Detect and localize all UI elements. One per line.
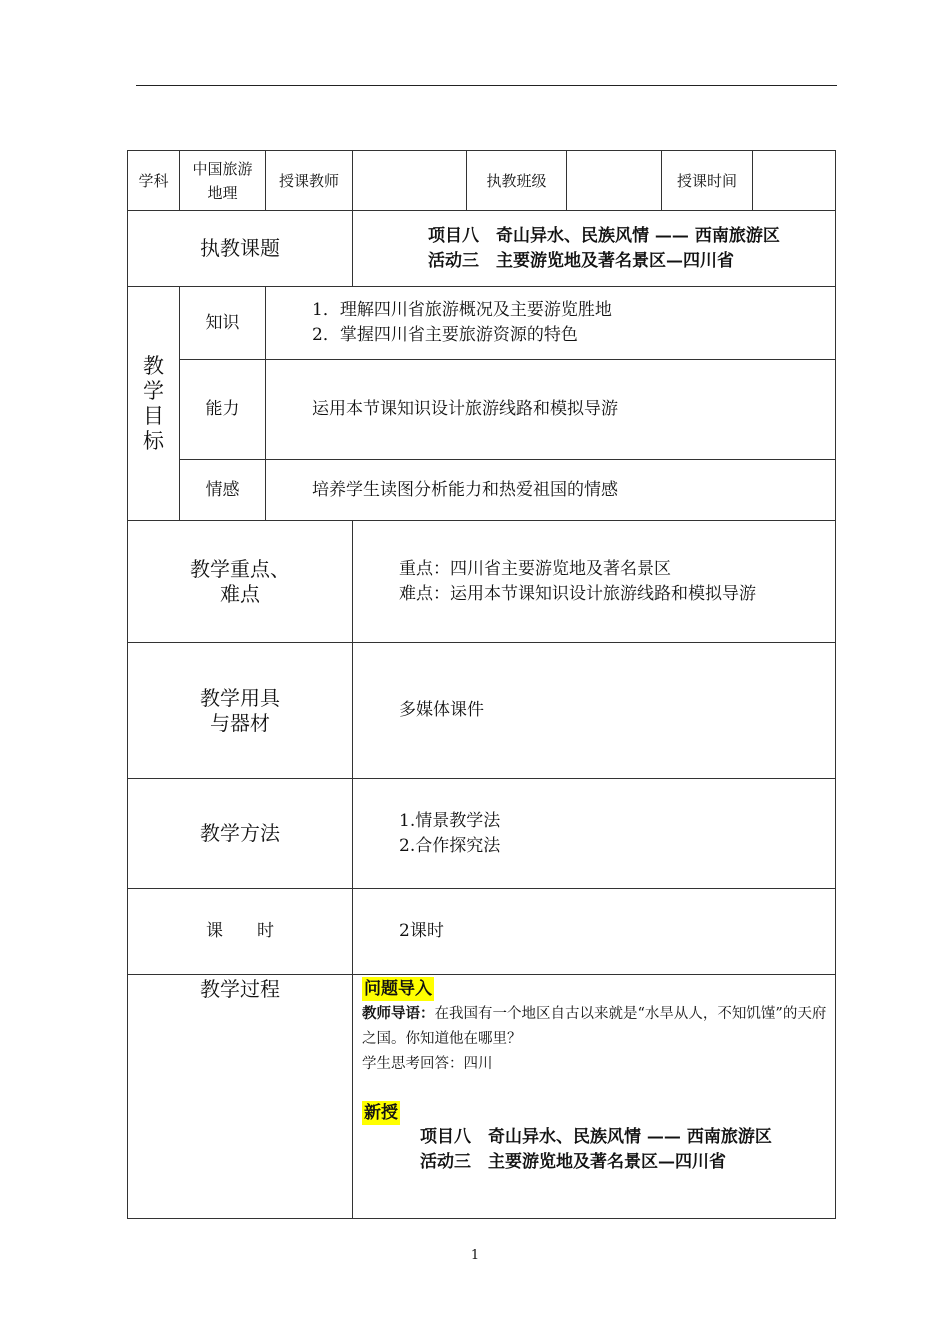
new-heading: 新授 [364, 1103, 398, 1123]
ability-label: 能力 [180, 360, 266, 460]
knowledge-label: 知识 [180, 287, 266, 360]
focus-row [128, 521, 836, 643]
key-point: 重点：四川省主要游览地及著名景区 [399, 558, 671, 579]
teacher-intro [362, 1001, 827, 1052]
time-label: 授课时间 [662, 151, 753, 211]
methods-label: 教学方法 [128, 779, 353, 889]
process-content [353, 975, 836, 1219]
focus-label [128, 521, 353, 643]
hours-content: 2课时 [353, 889, 836, 975]
objectives-label-char: 教 [143, 353, 164, 378]
emotion-content: 培养学生读图分析能力和热爱祖国的情感 [266, 460, 836, 521]
hours-label-part2: 时 [257, 921, 274, 941]
class-label: 执教班级 [467, 151, 567, 211]
process-row [128, 975, 836, 1219]
ability-content: 运用本节课知识设计旅游线路和模拟导游 [266, 360, 836, 460]
hours-label [128, 889, 353, 975]
process-label: 教学过程 [128, 975, 353, 1219]
header-rule [136, 85, 837, 86]
objectives-label-char: 学 [143, 378, 164, 403]
topic-line1: 项目八 奇山异水、民族风情 —— 西南旅游区 [428, 225, 780, 246]
difficult-point: 难点：运用本节课知识设计旅游线路和模拟导游 [399, 583, 756, 604]
page-number: 1 [470, 1248, 480, 1263]
focus-content [353, 521, 836, 643]
lesson-plan-table [127, 150, 836, 1219]
emotion-label: 情感 [180, 460, 266, 521]
topic-label: 执教课题 [128, 211, 353, 287]
process-title-line1: 项目八 奇山异水、民族风情 —— 西南旅游区 [420, 1127, 772, 1147]
focus-label-line2: 难点 [220, 581, 260, 606]
objectives-label [128, 287, 180, 521]
hours-row [128, 889, 836, 975]
teacher-value[interactable] [353, 151, 467, 211]
tools-label-line2: 与器材 [210, 710, 270, 735]
method-item: 1.情景教学法 [399, 810, 501, 831]
tools-content: 多媒体课件 [353, 643, 836, 779]
tools-label [128, 643, 353, 779]
intro-heading: 问题导入 [364, 979, 432, 999]
subject-value [180, 151, 266, 211]
knowledge-item: 2．掌握四川省主要旅游资源的特色 [312, 325, 578, 345]
header-row [128, 151, 836, 211]
objectives-label-char: 目 [143, 403, 164, 428]
methods-content [353, 779, 836, 889]
objective-knowledge-row [128, 287, 836, 360]
process-title-line2: 活动三 主要游览地及著名景区—四川省 [420, 1152, 726, 1172]
topic-content [353, 211, 836, 287]
methods-row [128, 779, 836, 889]
subject-value-line2: 地理 [207, 183, 238, 202]
class-value[interactable] [567, 151, 662, 211]
focus-label-line1: 教学重点、 [190, 556, 290, 581]
topic-row [128, 211, 836, 287]
objective-emotion-row [128, 460, 836, 521]
subject-value-line1: 中国旅游 [192, 159, 253, 178]
subject-label: 学科 [128, 151, 180, 211]
spacer [362, 1077, 827, 1101]
tools-label-line1: 教学用具 [200, 685, 280, 710]
objectives-label-char: 标 [143, 428, 164, 453]
knowledge-item: 1．理解四川省旅游概况及主要游览胜地 [312, 300, 612, 320]
tools-row [128, 643, 836, 779]
topic-line2: 活动三 主要游览地及著名景区—四川省 [428, 250, 734, 271]
hours-label-part1: 课 [206, 921, 257, 941]
method-item: 2.合作探究法 [399, 835, 501, 856]
objective-ability-row [128, 360, 836, 460]
knowledge-content [266, 287, 836, 360]
time-value[interactable] [753, 151, 836, 211]
teacher-label: 授课教师 [266, 151, 353, 211]
teacher-intro-label: 教师导语： [362, 1005, 435, 1022]
teacher-intro-text: 在我国有一个地区自古以来就是“水旱从人，不知饥馑”的天府之国。你知道他在哪里？ [362, 1006, 827, 1047]
student-answer: 学生思考回答：四川 [362, 1056, 493, 1072]
